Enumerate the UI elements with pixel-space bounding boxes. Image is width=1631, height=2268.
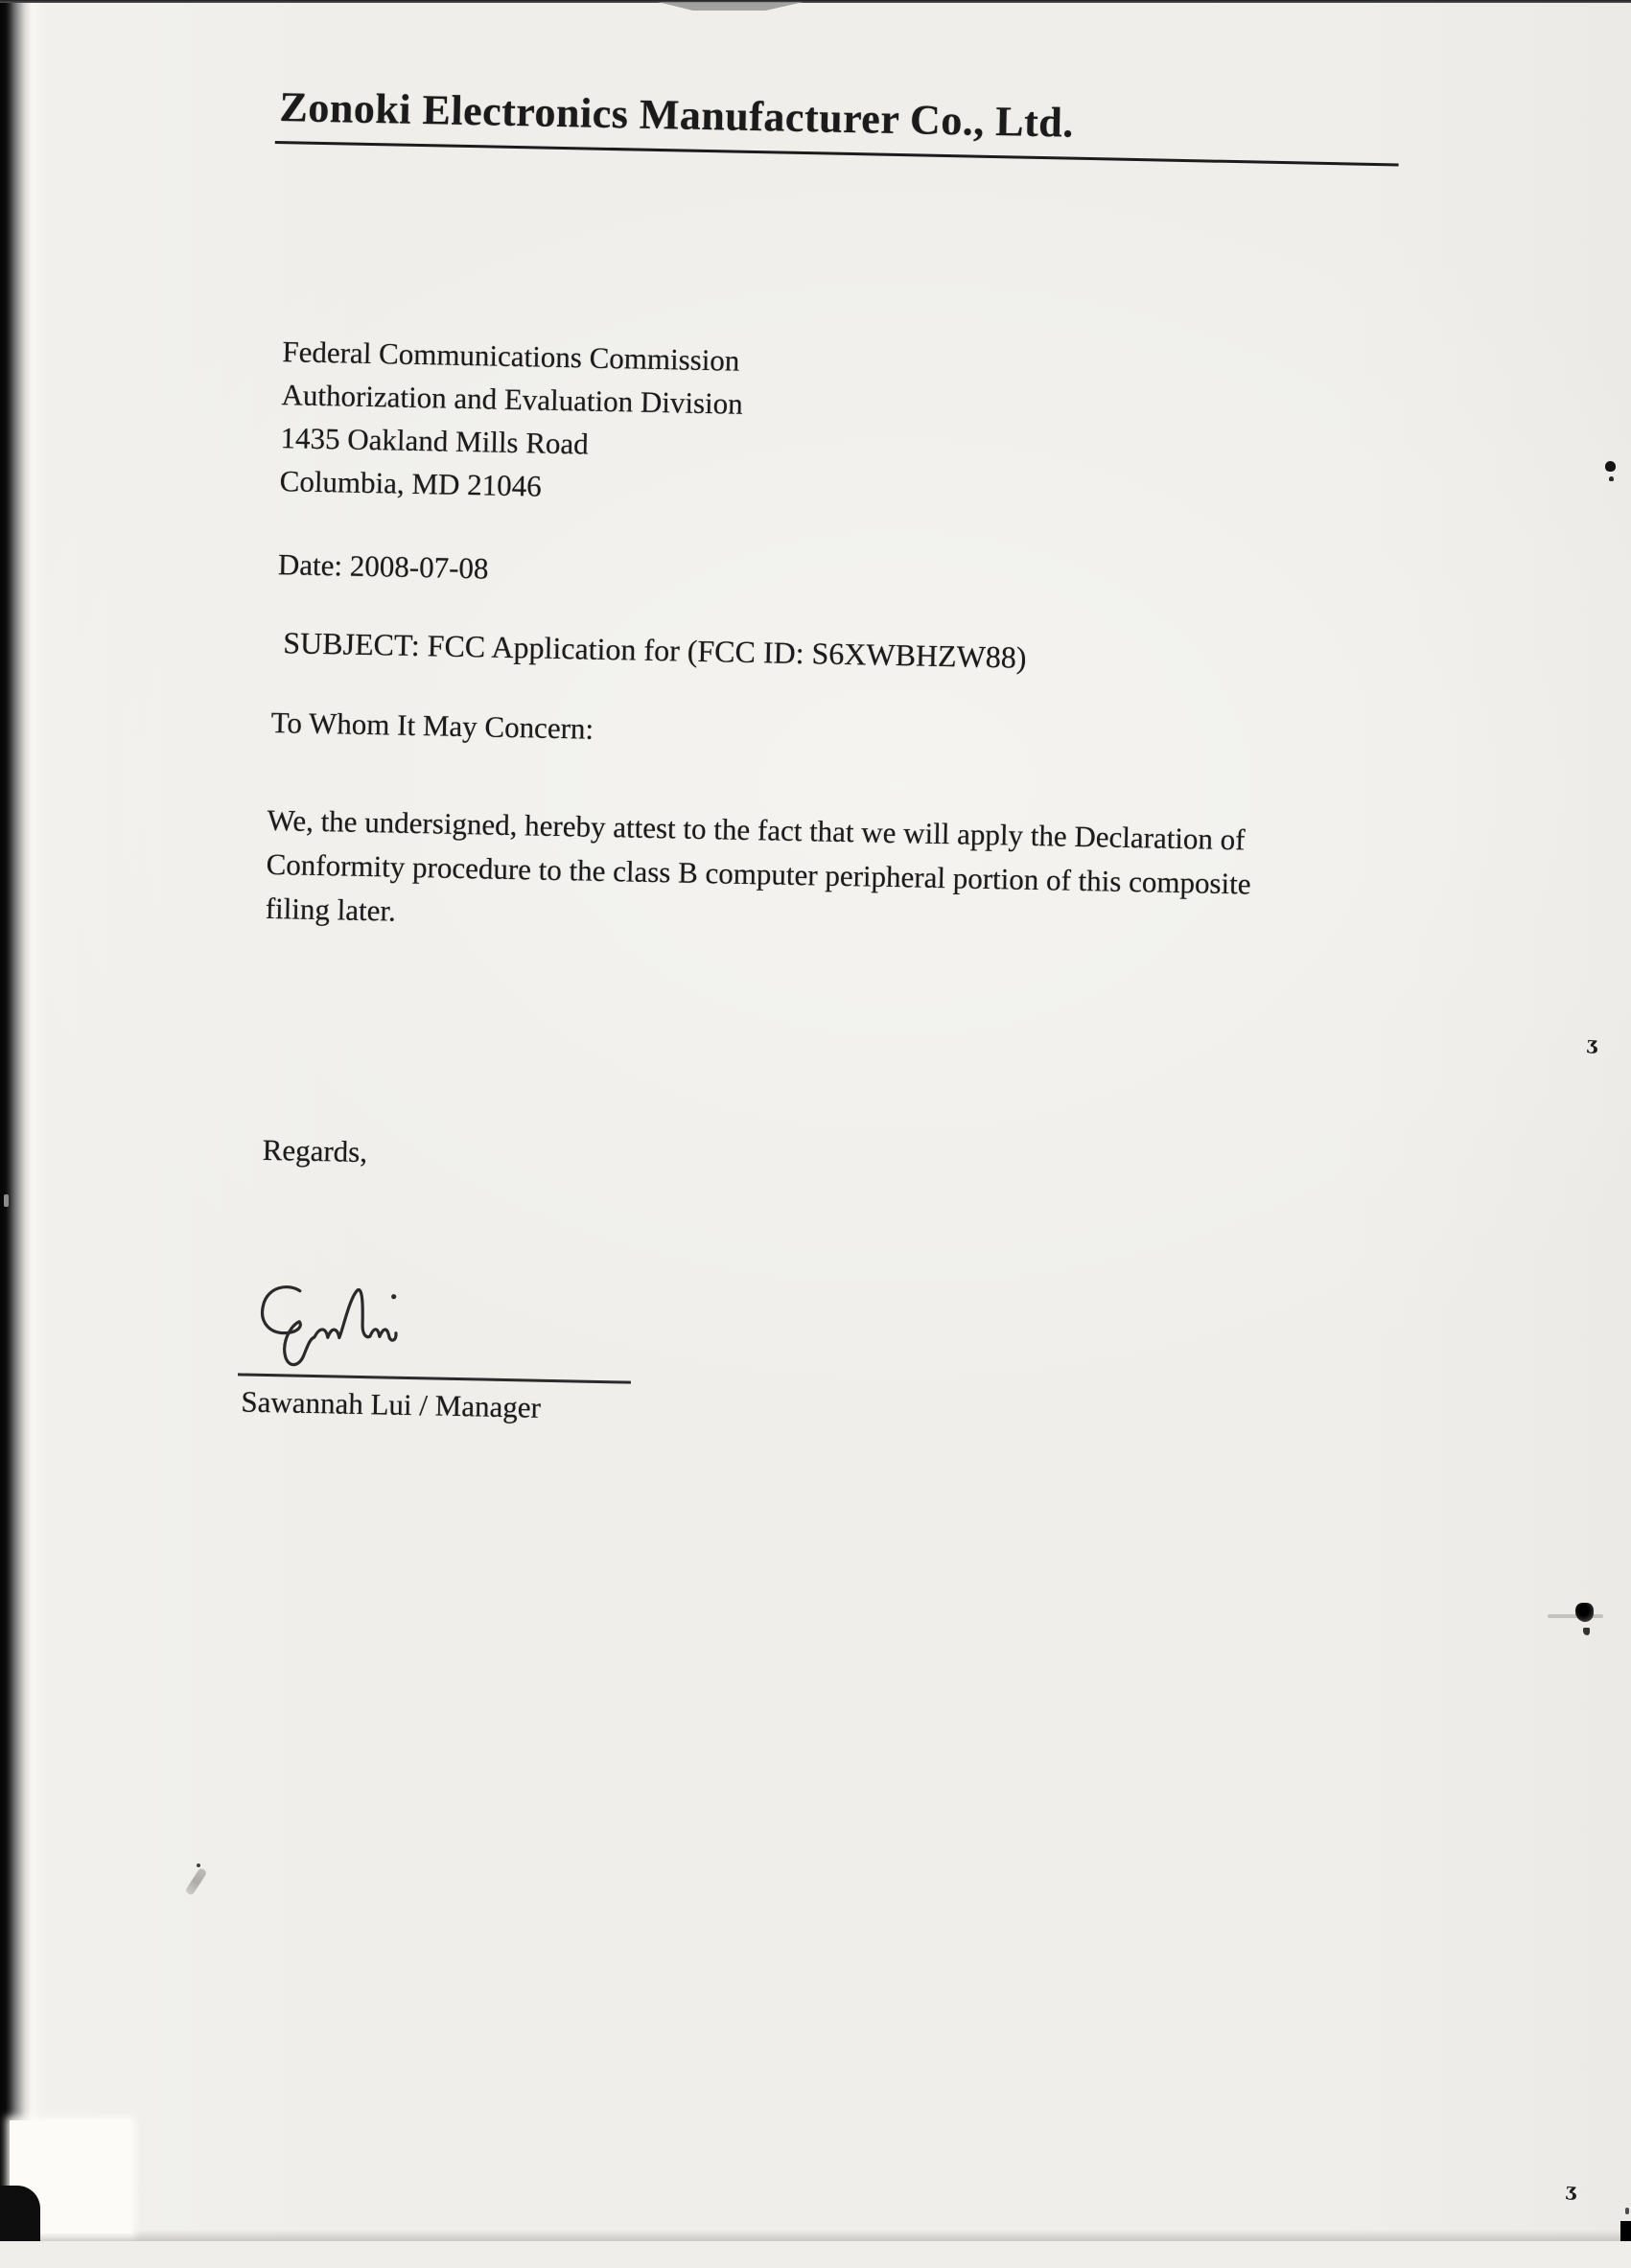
ink-speck <box>1575 1603 1594 1622</box>
handwritten-signature <box>248 1281 432 1385</box>
scan-corner-bottom-right-black <box>1620 2221 1631 2241</box>
ink-speck: ʒ <box>1586 1032 1598 1055</box>
recipient-line: Authorization and Evaluation Division <box>281 378 744 421</box>
body-line: filing later. <box>265 891 397 928</box>
header-underline <box>275 141 1399 167</box>
body-line: We, the undersigned, hereby attest to the fact that we will apply the Declaration of <box>267 802 1246 857</box>
date-line: Date: 2008-07-08 <box>277 547 489 586</box>
closing: Regards, <box>262 1132 368 1169</box>
scan-mark-right-edge <box>1625 2208 1629 2214</box>
recipient-line: Columbia, MD 21046 <box>279 464 543 503</box>
scan-edge-left-strip <box>0 0 46 2241</box>
company-header: Zonoki Electronics Manufacturer Co., Ltd. <box>279 83 1075 147</box>
scan-corner-bottom-left-black <box>0 2186 40 2241</box>
recipient-address <box>279 330 744 512</box>
ink-dot <box>197 1863 200 1867</box>
scan-mark-left-strip <box>4 1194 9 1207</box>
scan-edge-top-line <box>0 0 1631 3</box>
ink-speck <box>1605 461 1616 472</box>
recipient-line: 1435 Oakland Mills Road <box>280 421 590 461</box>
signer-name-title: Sawannah Lui / Manager <box>241 1384 542 1424</box>
recipient-line: Federal Communications Commission <box>282 335 740 378</box>
body-paragraph <box>265 798 1252 951</box>
scan-edge-bottom-shade <box>0 2230 1631 2241</box>
body-line: Conformity procedure to the class B computer peripheral portion of this composite <box>266 846 1251 901</box>
salutation: To Whom It May Concern: <box>270 705 594 746</box>
subject-line: SUBJECT: FCC Application for (FCC ID: S6XWBHZW88) <box>282 625 1027 675</box>
ink-speck: ʒ <box>1565 2179 1577 2202</box>
